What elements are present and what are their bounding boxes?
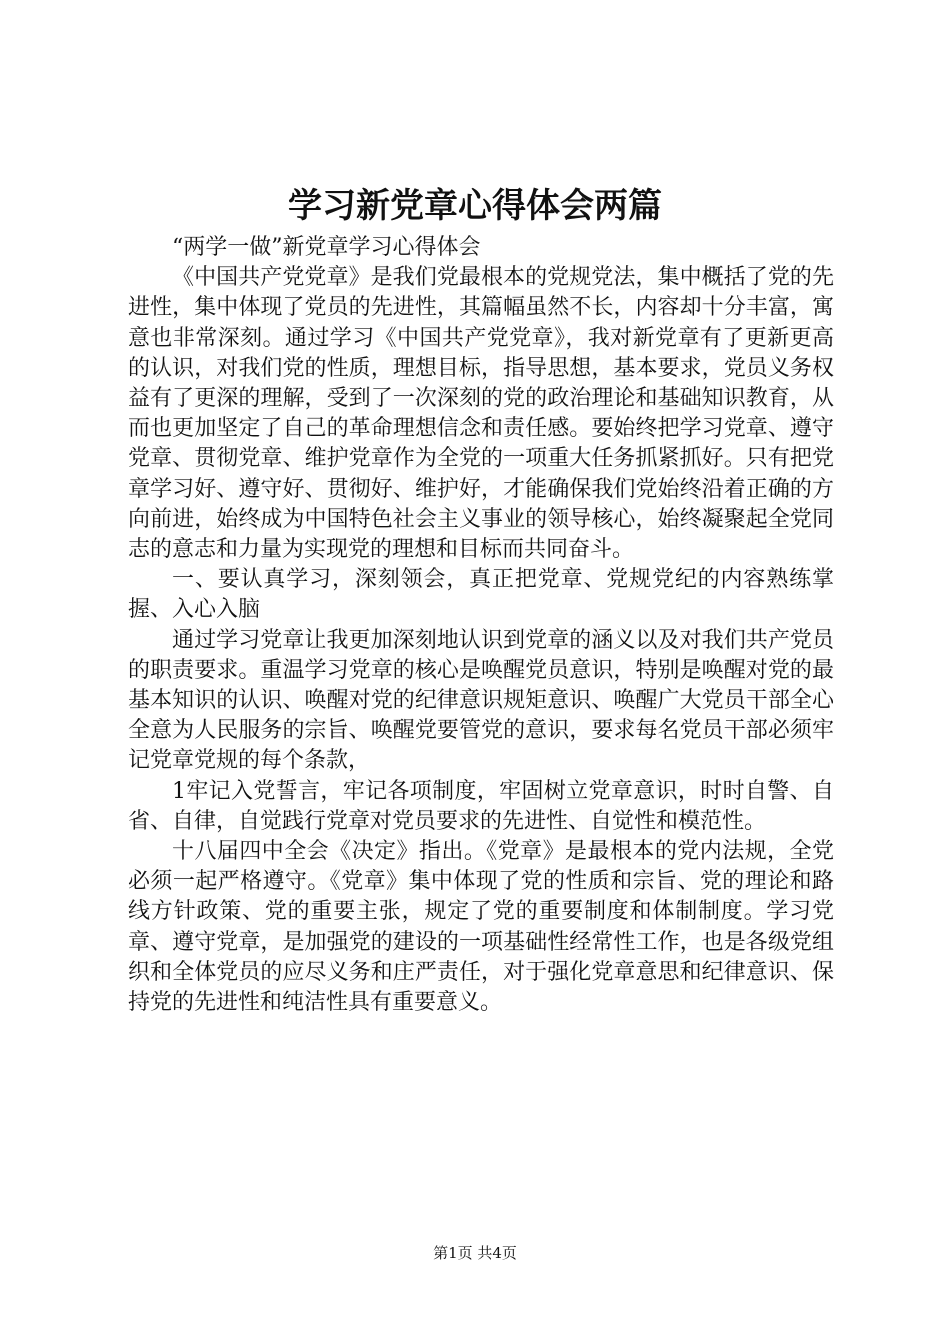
body-paragraph: 十八届四中全会《决定》指出。《党章》是最根本的党内法规，全党必须一起严格遵守。《党章》集中体现了党的性质和宗旨、党的理论和路线方针政策、党的重要主张，规定了党的重要制度和体制制度。学习党章、遵守党章，是加强党的建设的一项基础性经常性工作，也是各级党组织和全体党员的应尽义务和庄严责任，对于强化党章意思和纪律意识、保持党的先进性和纯洁性具有重要意义。 [128,839,834,1016]
subsection-heading: 一、要认真学习，深刻领会，真正把党章、党规党纪的内容熟练掌握、入心入脑 [128,567,834,623]
document-body [128,233,834,1018]
page-indicator: 第1页 共4页 [433,1244,517,1262]
body-paragraph: 《中国共产党党章》是我们党最根本的党规党法，集中概括了党的先进性，集中体现了党员的先进性，其篇幅虽然不长，内容却十分丰富，寓意也非常深刻。通过学习《中国共产党党章》，我对新党章有了更新更高的认识，对我们党的性质，理想目标，指导思想，基本要求，党员义务权益有了更深的理解，受到了一次深刻的党的政治理论和基础知识教育，从而也更加坚定了自己的革命理想信念和责任感。要始终把学习党章、遵守党章、贯彻党章、维护党章作为全党的一项重大任务抓紧抓好。只有把党章学习好、遵守好、贯彻好、维护好，才能确保我们党始终沿着正确的方向前进，始终成为中国特色社会主义事业的领导核心，始终凝聚起全党同志的意志和力量为实现党的理想和目标而共同奋斗。 [128,265,834,563]
document-title: 学习新党章心得体会两篇 [288,186,662,226]
section-heading: “两学一做”新党章学习心得体会 [172,235,481,260]
body-paragraph: 1牢记入党誓言，牢记各项制度，牢固树立党章意识，时时自警、自省、自律，自觉践行党章对党员要求的先进性、自觉性和模范性。 [128,778,834,834]
body-paragraph: 通过学习党章让我更加深刻地认识到党章的涵义以及对我们共产党员的职责要求。重温学习党章的核心是唤醒党员意识，特别是唤醒对党的最基本知识的认识、唤醒对党的纪律意识规矩意识、唤醒广大党员干部全心全意为人民服务的宗旨、唤醒党要管党的意识，要求每名党员干部必须牢记党章党规的每个条款， [128,627,834,774]
